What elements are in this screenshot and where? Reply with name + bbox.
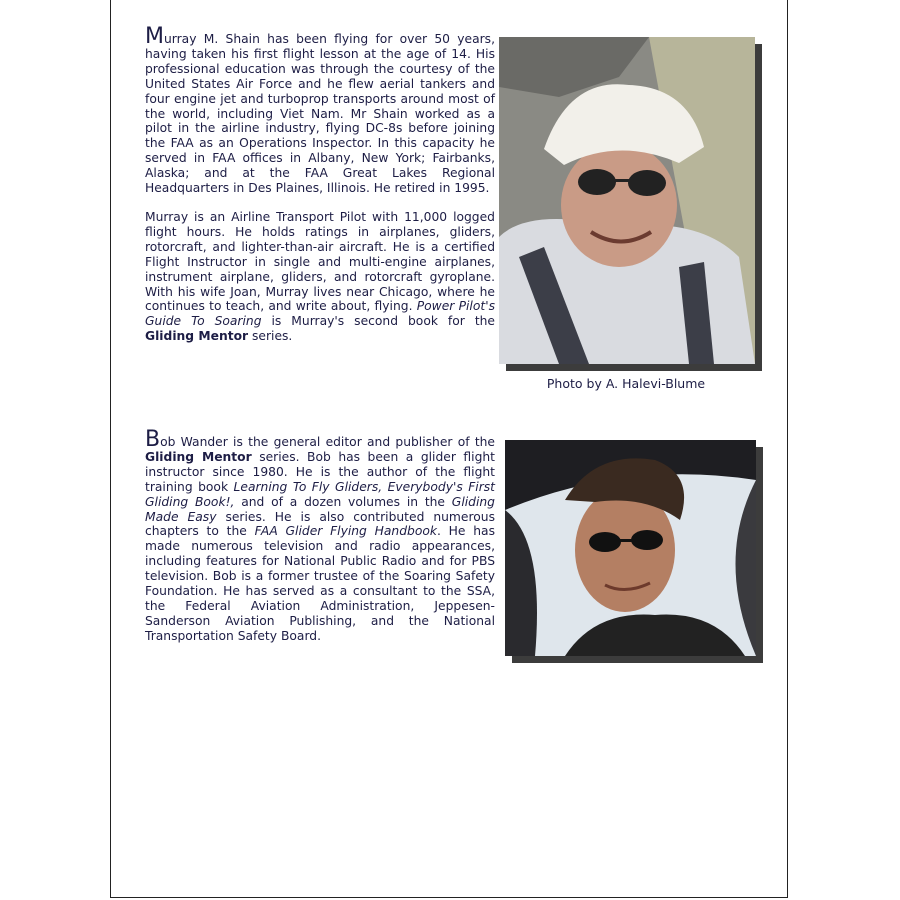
dropcap-m: M [145, 24, 164, 49]
bio-murray-shain [145, 24, 495, 358]
book-page [110, 0, 788, 898]
book-title-faa-handbook: FAA Glider Flying Handbook [254, 524, 437, 539]
photo-murray-shain [499, 37, 755, 364]
series-gliding-mentor-2: Gliding Mentor [145, 449, 252, 464]
bio-murray-paragraph-1: Murray M. Shain has been flying for over 50 years, having taken his first flight lesson at the age of 14. His professional education was through the courtesy of the United States Air Force and he flew aerial tankers and four engine jet and turboprop transports around most of the world, including Viet Nam. Mr Shain worked as a pilot in the airline industry, flying DC-8s before joining the FAA as an Operations Inspector. In this capacity he served in FAA offices in Albany, New York; Fairbanks, Alaska; and at the FAA Great Lakes Regional Headquarters in Des Plaines, Illinois. He retired in 1995. [145, 24, 495, 196]
series-gliding-mentor: Gliding Mentor [145, 329, 249, 344]
photo-bob-wander [505, 440, 756, 656]
dropcap-b: B [145, 427, 161, 452]
bio-bob-paragraph: Bob Wander is the general editor and publisher of the Gliding Mentor series. Bob has been a glider flight instructor since 1980. He is the author of the flight training book Learning To Fly Gliders, Everybody's First Gliding Book!, and of a dozen volumes in the Gliding Made Easy series. He is also contributed numerous chapters to the FAA Glider Flying Handbook. He has made numerous television and radio appearances, including features for National Public Radio and for PBS television. Bob is a former trustee of the Soaring Safety Foundation. He has served as a consultant to the SSA, the Federal Aviation Administration, Jeppesen-Sanderson Aviation Publishing, and the National Transportation Safety Board. [145, 427, 495, 643]
bio-bob-wander [145, 427, 495, 658]
book-title-learning-to-fly: Learning To Fly Gliders, Everybody's First Gliding Book!, [145, 479, 495, 509]
bio-murray-paragraph-2: Murray is an Airline Transport Pilot with 11,000 logged flight hours. He holds ratings in airplanes, gliders, rotorcraft, and lighter-than-air aircraft. He is a certified Flight Instructor in single and multi-engine airplanes, instrument airplane, gliders, and rotorcraft gyroplane. With his wife Joan, Murray lives near Chicago, where he continues to teach, and write about, flying. Power Pilot's Guide To Soaring is Murray's second book for the Gliding Mentor series. [145, 209, 495, 344]
photo-caption-murray: Photo by A. Halevi-Blume [546, 376, 706, 391]
book-title-power-pilot: Power Pilot's Guide To Soaring [145, 299, 495, 329]
series-gliding-made-easy: Gliding Made Easy [145, 494, 495, 524]
